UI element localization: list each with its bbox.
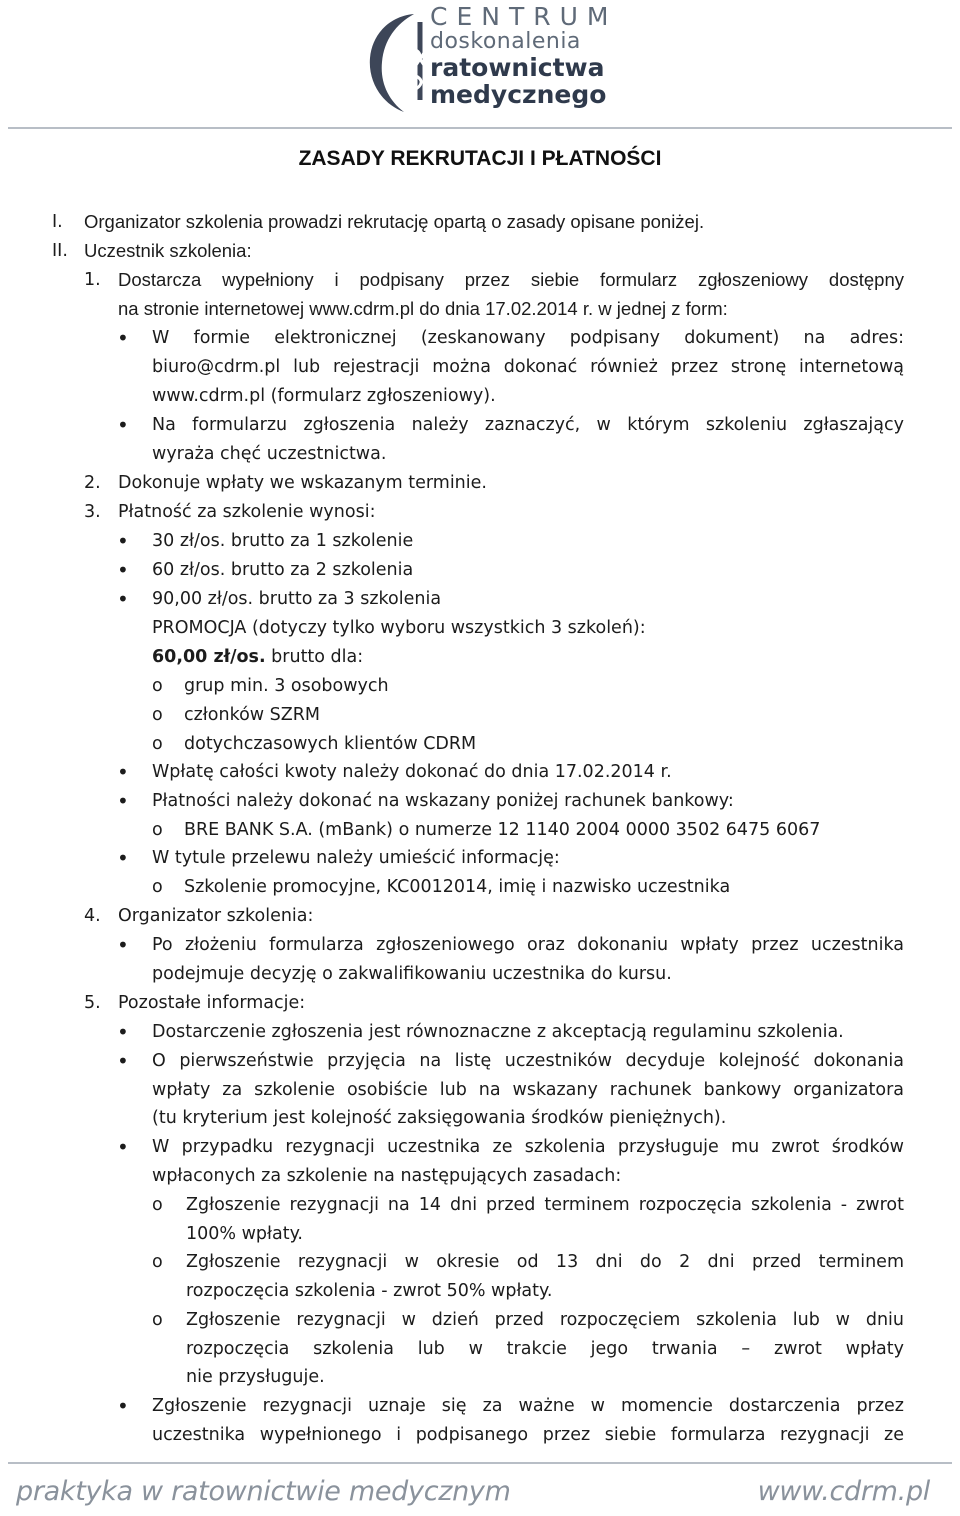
promo-suffix: brutto dla: [265,647,364,667]
paragraph-line: na stronie internetowej www.cdrm.pl do dnia 17.02.2014 r. w jednej z form: [118,298,728,319]
list-number: 2. [84,473,101,493]
bullet-icon: • [117,529,129,553]
list-number: 4. [84,906,101,926]
page-header [0,0,960,130]
bullet-icon: • [117,933,129,957]
logo-text-line: CENTRUM [430,2,618,31]
paragraph-line: Organizator szkolenia: [118,906,314,926]
paragraph-line: W tytule przelewu należy umieścić informację: [152,848,560,868]
bullet-icon: • [117,1394,129,1418]
list-number: 3. [84,502,101,522]
paragraph-line: 100% wpłaty. [186,1224,303,1244]
paragraph-line: wyraża chęć uczestnictwa. [152,444,387,464]
bank-account-line: BRE BANK S.A. (mBank) o numerze 12 1140 2004 0000 3502 6475 6067 [184,820,821,840]
promo-amount: 60,00 zł/os. [152,647,266,667]
logo-text-line: medycznego [430,80,607,109]
price-line: 60 zł/os. brutto za 2 szkolenia [152,560,414,580]
logo-wordmark [430,4,617,108]
paragraph-line: rozpoczęcia szkolenia lub w trakcie jego trwania – zwrot wpłaty [186,1339,904,1359]
bullet-icon: • [117,1020,129,1044]
sub-bullet-icon: o [152,877,163,897]
bullet-icon: • [117,846,129,870]
paragraph-line: Dostarczenie zgłoszenia jest równoznaczne z akceptacją regulaminu szkolenia. [152,1022,844,1042]
paragraph-line: W przypadku rezygnacji uczestnika ze szkolenia przysługuje mu zwrot środków [152,1137,904,1157]
paragraph-line: (tu kryterium jest kolejność zaksięgowania środków pieniężnych). [152,1108,727,1128]
paragraph-line: uczestnika wypełnionego i podpisanego przez siebie formularza rezygnacji ze [152,1425,904,1445]
bullet-icon: • [117,1049,129,1073]
sub-bullet-icon: o [152,1310,163,1330]
paragraph-line: Zgłoszenie rezygnacji w dzień przed rozpoczęciem szkolenia lub w dniu [186,1310,904,1330]
bullet-icon: • [117,760,129,784]
paragraph-line: wpłaty za szkolenie osobiście lub na wskazany rachunek bankowy organizatora [152,1080,904,1100]
paragraph-line: rozpoczęcia szkolenia - zwrot 50% wpłaty. [186,1281,553,1301]
sub-bullet-icon: o [152,705,163,725]
price-line: 30 zł/os. brutto za 1 szkolenie [152,531,414,551]
sub-bullet-icon: o [152,734,163,754]
list-number: 1. [84,270,101,290]
paragraph-line: podejmuje decyzję o zakwalifikowaniu uczestnika do kursu. [152,964,672,984]
bullet-icon: • [117,789,129,813]
sub-bullet-icon: o [152,1195,163,1215]
bullet-icon: • [117,326,129,350]
promo-item: grup min. 3 osobowych [184,676,389,696]
promo-price-line [152,645,363,669]
paragraph-line: nie przysługuje. [186,1367,325,1387]
header-divider [8,127,952,129]
paragraph-line: Płatność za szkolenie wynosi: [118,502,376,522]
list-number: 5. [84,993,101,1013]
paragraph-line: Dokonuje wpłaty we wskazanym terminie. [118,473,487,493]
bullet-icon: • [117,587,129,611]
price-line: 90,00 zł/os. brutto za 3 szkolenia [152,589,442,609]
section-marker: II. [52,241,68,261]
transfer-title-line: Szkolenie promocyjne, KC0012014, imię i nazwisko uczestnika [184,877,731,897]
promo-line: PROMOCJA (dotyczy tylko wyboru wszystkich 3 szkoleń): [152,618,646,638]
paragraph-line: Pozostałe informacje: [118,993,306,1013]
footer-url: www.cdrm.pl [757,1476,930,1507]
section-marker: I. [52,212,63,232]
footer-divider [8,1462,952,1464]
promo-item: dotychczasowych klientów CDRM [184,734,477,754]
paragraph-line: wpłaconych za szkolenie na następujących zasadach: [152,1166,622,1186]
paragraph-line: Zgłoszenie rezygnacji w okresie od 13 dni do 2 dni przed terminem [186,1252,904,1272]
promo-item: członków SZRM [184,705,321,725]
paragraph-line: Zgłoszenie rezygnacji na 14 dni przed terminem rozpoczęcia szkolenia - zwrot [186,1195,904,1215]
sub-bullet-icon: o [152,820,163,840]
footer-tagline: praktyka w ratownictwie medycznym [16,1476,511,1507]
paragraph-line: O pierwszeństwie przyjęcia na listę uczestników decyduje kolejność dokonania [152,1051,904,1071]
section-text: Organizator szkolenia prowadzi rekrutację opartą o zasady opisane poniżej. [84,211,705,232]
paragraph-line: biuro@cdrm.pl lub rejestracji można dokonać również przez stronę internetową [152,357,904,377]
paragraph-line: Płatności należy dokonać na wskazany poniżej rachunek bankowy: [152,791,734,811]
section-text: Uczestnik szkolenia: [84,240,252,261]
paragraph-line: W formie elektronicznej (zeskanowany podpisany dokument) na adres: [152,328,904,348]
paragraph-line: Zgłoszenie rezygnacji uznaje się za ważne w momencie dostarczenia przez [152,1396,904,1416]
logo-text-line: ratownictwa [430,53,605,82]
bullet-icon: • [117,1135,129,1159]
paragraph-line: www.cdrm.pl (formularz zgłoszeniowy). [152,386,496,406]
paragraph-line: Na formularzu zgłoszenia należy zaznaczyć, w którym szkoleniu zgłaszający [152,415,904,435]
paragraph-line: Dostarcza wypełniony i podpisany przez siebie formularz zgłoszeniowy dostępny [118,269,904,290]
sub-bullet-icon: o [152,676,163,696]
sub-bullet-icon: o [152,1252,163,1272]
paragraph-line: Wpłatę całości kwoty należy dokonać do dnia 17.02.2014 r. [152,762,672,782]
logo-text-line: doskonalenia [430,29,581,54]
paragraph-line: Po złożeniu formularza zgłoszeniowego oraz dokonaniu wpłaty przez uczestnika [152,935,904,955]
star-of-life-logo-icon [360,8,430,120]
document-title: ZASADY REKRUTACJI I PŁATNOŚCI [298,147,662,170]
bullet-icon: • [117,413,129,437]
bullet-icon: • [117,558,129,582]
